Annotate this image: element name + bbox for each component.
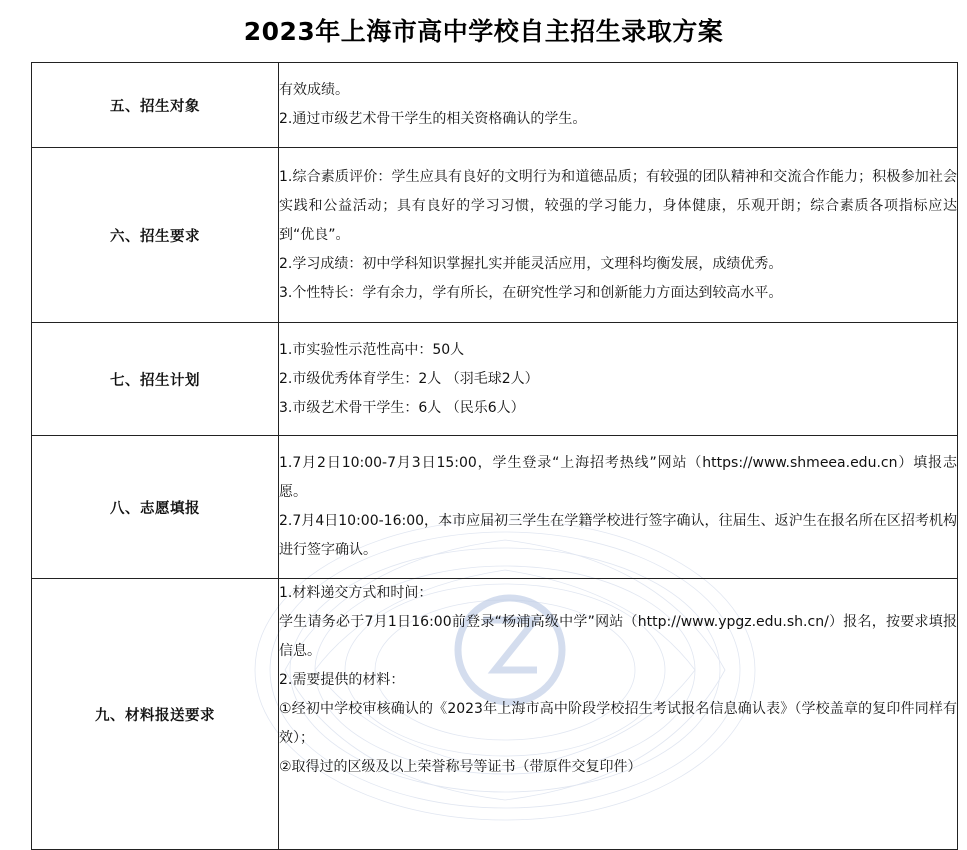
content-line: 有效成绩。 [279, 82, 349, 98]
row-label: 九、材料报送要求 [32, 579, 279, 850]
content-line: 1.市实验性示范性高中：50人 [279, 341, 465, 358]
row-content [279, 63, 958, 148]
row-label: 八、志愿填报 [32, 436, 279, 579]
content-line: ①经初中学校审核确认的《2023年上海市高中阶段学校招生考试报名信息确认表》（学校盖章的复印件同样有效）； [279, 701, 957, 746]
table-row [32, 436, 958, 579]
table-row [32, 148, 958, 323]
content-line: 1.综合素质评价：学生应具有良好的文明行为和道德品质；有较强的团队精神和交流合作能力；积极参加社会实践和公益活动；具有良好的学习习惯，较强的学习能力，身体健康，乐观开朗；综合素质各项指标应达到“优良”。 [279, 168, 957, 243]
document-title: 2023年上海市高中学校自主招生录取方案 [243, 17, 724, 46]
admission-plan-table [31, 62, 958, 850]
content-line: 1.7月2日10:00-7月3日15:00，学生登录“上海招考热线”网站（https://www.shmeea.edu.cn）填报志愿。 [279, 455, 957, 500]
content-line: 2.通过市级艺术骨干学生的相关资格确认的学生。 [279, 111, 587, 127]
row-label: 五、招生对象 [32, 63, 279, 148]
row-content [279, 436, 958, 579]
content-line: 3.市级艺术骨干学生：6人 （民乐6人） [279, 399, 525, 416]
row-content [279, 323, 958, 436]
content-line: 2.学习成绩：初中学科知识掌握扎实并能灵活应用，文理科均衡发展，成绩优秀。 [279, 255, 783, 272]
content-line: 学生请务必于7月1日16:00前登录“杨浦高级中学”网站（http://www.ypgz.edu.sh.cn/）报名，按要求填报信息。 [279, 614, 957, 659]
content-line: ②取得过的区级及以上荣誉称号等证书（带原件交复印件） [279, 759, 642, 775]
content-line: 2.7月4日10:00-16:00，本市应届初三学生在学籍学校进行签字确认，往届生、返沪生在报名所在区招考机构进行签字确认。 [279, 513, 957, 558]
content-line: 3.个性特长：学有余力，学有所长，在研究性学习和创新能力方面达到较高水平。 [279, 284, 783, 301]
row-content [279, 579, 958, 850]
content-line: 2.市级优秀体育学生：2人 （羽毛球2人） [279, 370, 539, 387]
table-row [32, 323, 958, 436]
table-row [32, 63, 958, 148]
table-row [32, 579, 958, 850]
row-content [279, 148, 958, 323]
row-label: 六、招生要求 [32, 148, 279, 323]
content-line: 2.需要提供的材料： [279, 672, 405, 688]
content-line: 1.材料递交方式和时间： [279, 585, 433, 601]
row-label: 七、招生计划 [32, 323, 279, 436]
